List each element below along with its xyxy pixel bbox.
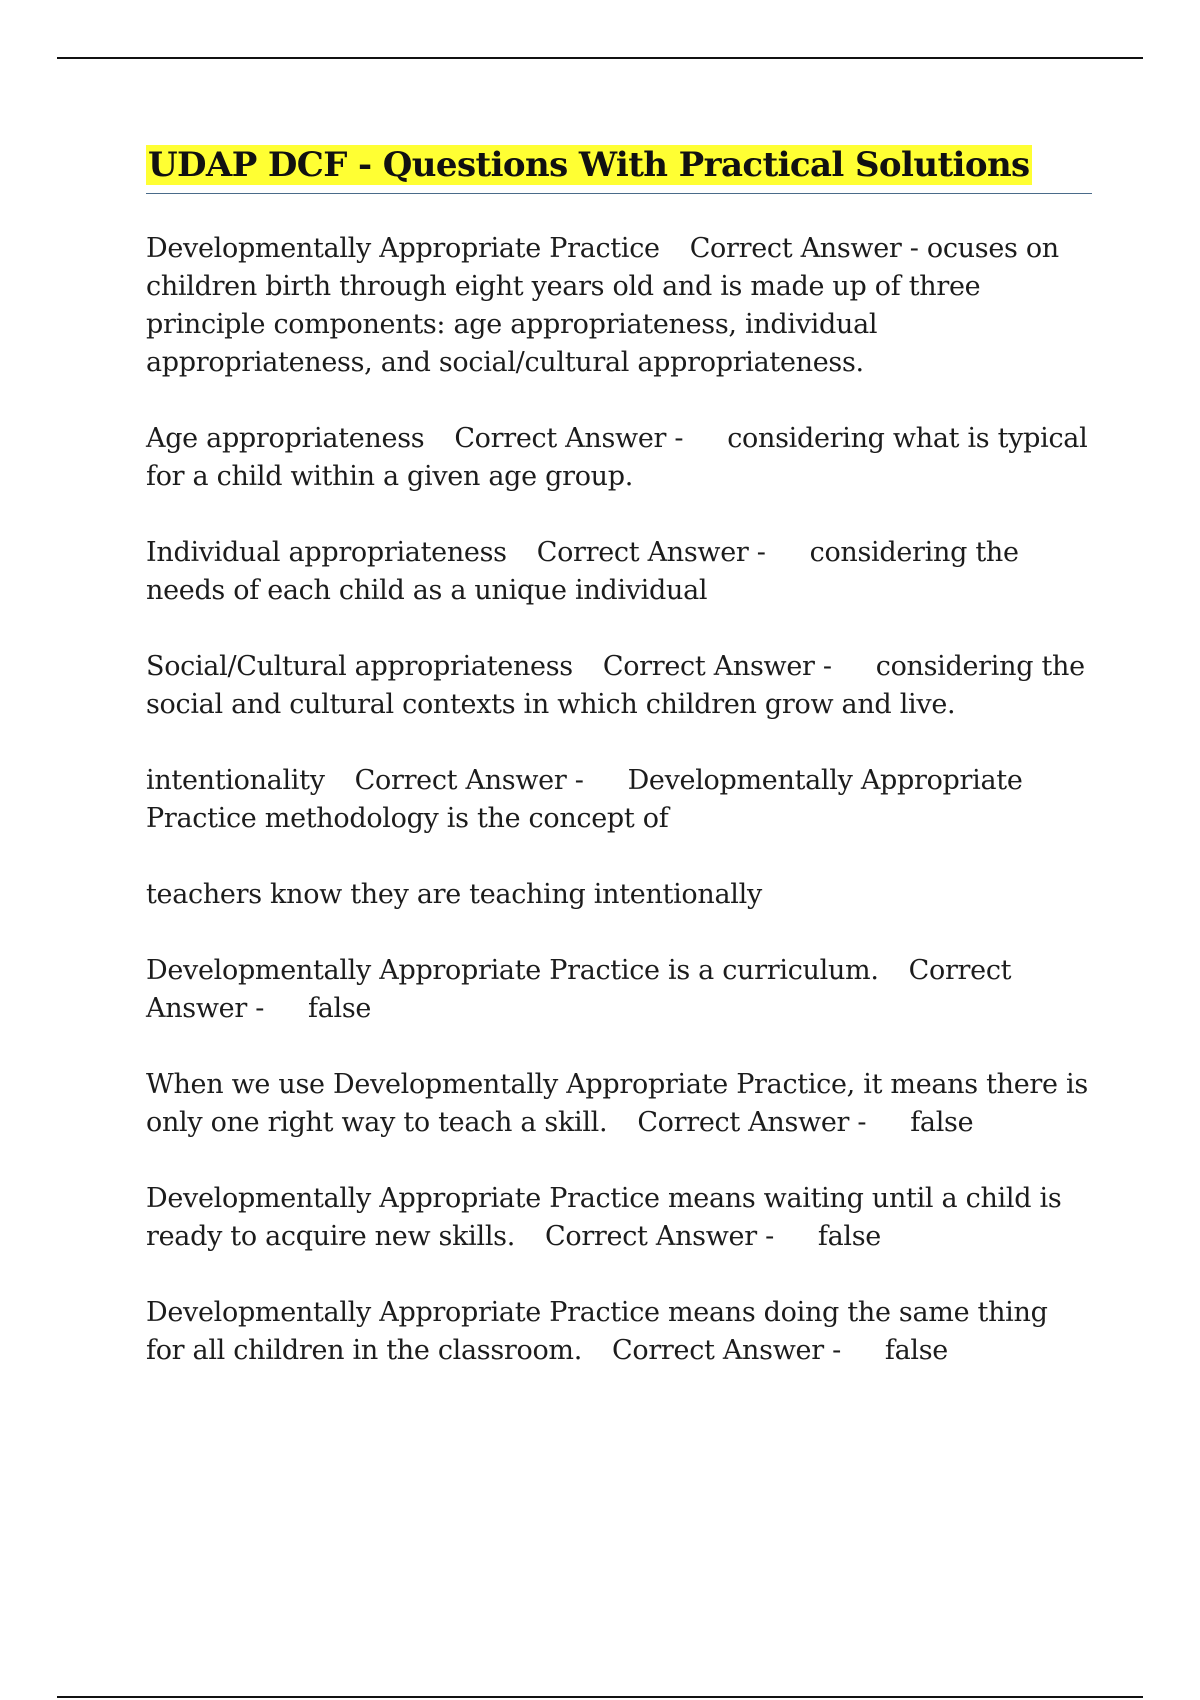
qa-item-4 — [146, 648, 1092, 724]
answer-text: false — [910, 1107, 974, 1138]
footer-rule — [57, 1696, 1143, 1698]
document-title: UDAP DCF - Questions With Practical Solutions — [148, 145, 1030, 185]
qa-item-9 — [146, 1294, 1092, 1370]
answer-label: Correct Answer - — [454, 423, 684, 454]
answer-text: false — [884, 1335, 948, 1366]
header-rule — [57, 57, 1143, 59]
qa-item-7 — [146, 1066, 1092, 1142]
title-block — [146, 143, 1092, 194]
answer-text: false — [308, 993, 372, 1024]
question-text: Developmentally Appropriate Practice is a curriculum. — [146, 955, 879, 986]
qa-item-2 — [146, 420, 1092, 496]
qa-item-3 — [146, 534, 1092, 610]
answer-label: Correct Answer - — [637, 1107, 867, 1138]
document-body — [146, 143, 1092, 1408]
answer-label: Correct Answer - — [689, 233, 919, 264]
question-text: Developmentally Appropriate Practice means doing the same thing for all children in the classroom. — [146, 1297, 1048, 1366]
answer-text: considering the social and cultural contexts in which children grow and live. — [146, 651, 1085, 720]
answer-text: considering what is typical for a child within a given age group. — [146, 423, 1088, 492]
answer-text: ocuses on children birth through eight years old and is made up of three principle components: age appropriateness, individual appropriateness, and social/cultural appropriateness. — [146, 233, 1059, 378]
answer-label: Correct Answer - — [354, 765, 584, 796]
standalone-text: teachers know they are teaching intentionally — [146, 879, 762, 910]
qa-item-6 — [146, 952, 1092, 1028]
answer-label: Correct Answer - — [536, 537, 766, 568]
answer-label: Correct Answer - — [545, 1221, 774, 1252]
answer-text: Developmentally Appropriate Practice methodology is the concept of — [146, 765, 1023, 834]
question-text: Developmentally Appropriate Practice means waiting until a child is ready to acquire new skills. — [146, 1183, 1062, 1252]
question-text: Developmentally Appropriate Practice — [146, 233, 660, 264]
question-text: intentionality — [146, 765, 325, 796]
question-text: Social/Cultural appropriateness — [146, 651, 573, 682]
answer-label: Correct Answer - — [146, 955, 1012, 1024]
answer-label: Correct Answer - — [602, 651, 832, 682]
qa-item-8 — [146, 1180, 1092, 1256]
answer-text: false — [817, 1221, 881, 1252]
qa-item-5 — [146, 762, 1092, 838]
qa-item-1 — [146, 230, 1092, 382]
answer-label: Correct Answer - — [612, 1335, 841, 1366]
answer-text: considering the needs of each child as a unique individual — [146, 537, 1019, 606]
question-text: When we use Developmentally Appropriate Practice, it means there is only one right way to teach a skill. — [146, 1069, 1088, 1138]
question-text: Age appropriateness — [146, 423, 425, 454]
standalone-line — [146, 876, 1092, 914]
question-text: Individual appropriateness — [146, 537, 507, 568]
